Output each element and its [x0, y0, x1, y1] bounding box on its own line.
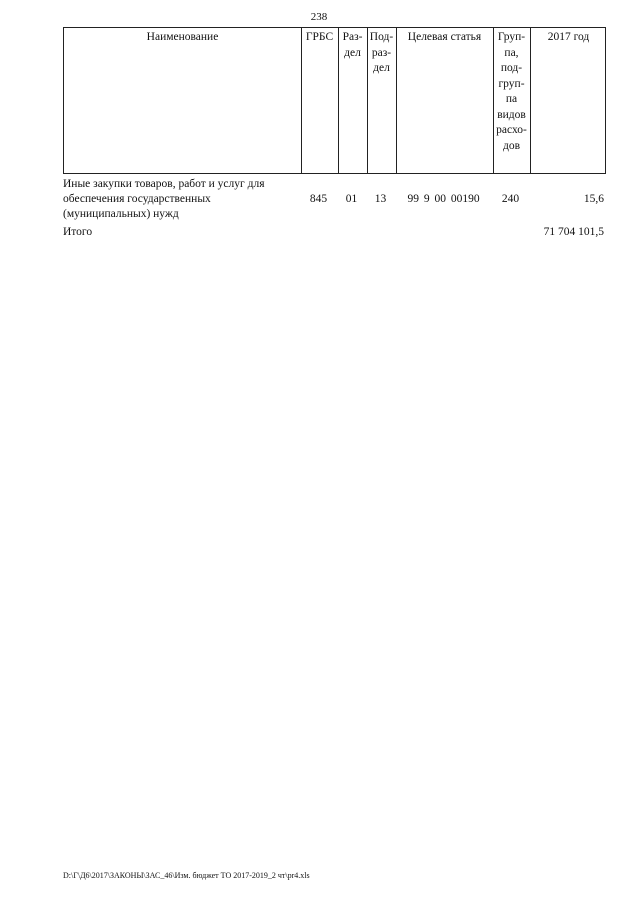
header-podrazdel — [367, 30, 396, 77]
total-label: Итого — [63, 226, 93, 238]
header-gruppa-line: видов — [497, 108, 526, 121]
header-gruppa-line: па — [505, 93, 518, 105]
row-celevaya: 99 9 00 00190 — [407, 193, 480, 205]
header-gruppa-line: Груп- — [497, 31, 526, 43]
header-gruppa-line: расхо- — [496, 124, 527, 136]
header-gruppa-line: па, — [504, 46, 519, 59]
header-celevaya: Целевая статья — [407, 31, 482, 43]
row-name-line: Иные закупки товаров, работ и услуг для — [63, 178, 265, 190]
total-amount: 71 704 101,5 — [543, 226, 604, 238]
header-gruppa-line: дов — [502, 139, 521, 152]
header-razdel-line: дел — [344, 46, 361, 59]
header-razdel — [338, 30, 367, 61]
header-name: Наименование — [146, 31, 219, 43]
row-razdel: 01 — [345, 193, 358, 205]
row-name-line: обеспечения государственных — [63, 193, 211, 205]
header-gruppa — [493, 30, 530, 154]
header-razdel-line: Раз- — [342, 31, 363, 43]
header-podrazdel-line: Под- — [369, 31, 394, 43]
column-divider — [396, 28, 397, 173]
header-gruppa-line: под- — [500, 62, 523, 74]
row-name — [63, 177, 303, 222]
column-divider — [301, 28, 302, 173]
row-name-line: (муниципальных) нужд — [63, 208, 179, 220]
row-gruppa: 240 — [501, 193, 520, 205]
header-podrazdel-line: дел — [373, 62, 390, 74]
table-header — [63, 27, 606, 174]
header-podrazdel-line: раз- — [371, 46, 392, 59]
header-year: 2017 год — [547, 31, 590, 43]
page-number: 238 — [310, 11, 328, 23]
row-amount: 15,6 — [583, 193, 604, 205]
row-podrazdel: 13 — [374, 193, 387, 205]
header-grbs: ГРБС — [305, 31, 334, 43]
row-grbs: 845 — [309, 193, 328, 205]
column-divider — [530, 28, 531, 173]
file-path-footer: D:\Г\Д6\2017\ЗАКОНЫ\ЗАС_46\Изм. бюджет ТО 2017-2019_2 чт\pr4.xls — [63, 871, 310, 880]
header-gruppa-line: груп- — [498, 77, 525, 90]
